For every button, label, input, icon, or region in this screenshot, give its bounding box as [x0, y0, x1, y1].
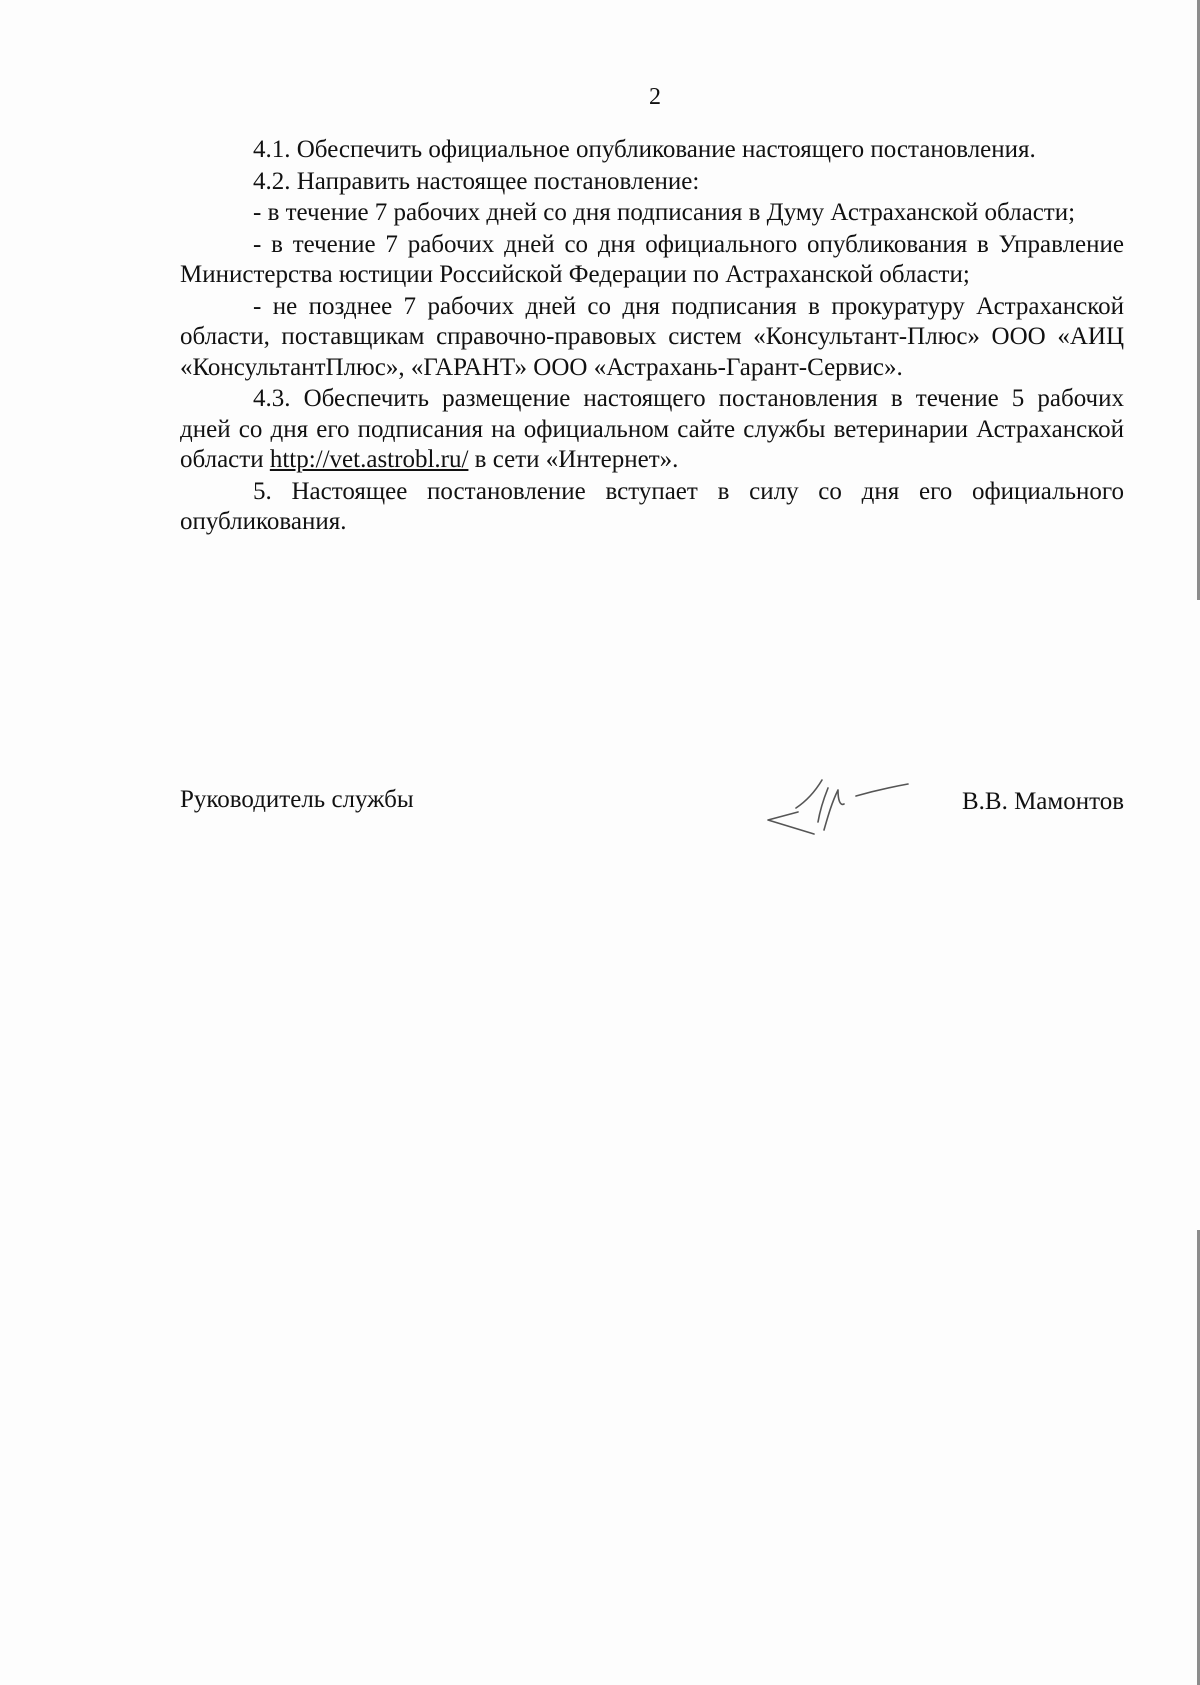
list-item-ministry-of-justice: - в течение 7 рабочих дней со дня официального опубликования в Управление Министерства юстиции Российской Федерации по Астраханской области; [180, 230, 1124, 288]
signatory-name: В.В. Мамонтов [961, 788, 1124, 815]
paragraph-4-3 [180, 384, 1124, 476]
page-number: 2 [649, 84, 661, 110]
signature-block [180, 778, 1124, 828]
paragraph-4-3-text: 4.3. Обеспечить размещение настоящего постановления в течение 5 рабочих дней со дня его подписания на официальном сайте службы ветеринарии Астраханской области [180, 385, 1124, 473]
paragraph-4-2: 4.2. Направить настоящее постановление: [253, 167, 700, 195]
paragraph-4-1: 4.1. Обеспечить официальное опубликование настоящего постановления. [253, 136, 1036, 163]
paragraph-5: 5. Настоящее постановление вступает в силу со дня его официального опубликования. [180, 477, 1124, 535]
list-item-duma: - в течение 7 рабочих дней со дня подписания в Думу Астраханской области; [253, 199, 1076, 226]
document-body [180, 135, 1124, 538]
list-item-prosecutor: - не позднее 7 рабочих дней со дня подписания в прокуратуру Астраханской области, поставщикам справочно-правовых систем «Консультант-Плюс» ООО «АИЦ «КонсультантПлюс», «ГАРАНТ» ООО «Астрахань-Гарант-Сервис». [180, 292, 1124, 381]
signatory-position: Руководитель службы [180, 786, 414, 813]
website-link[interactable]: http://vet.astrobl.ru/ [269, 446, 469, 473]
paragraph-4-3-tail: в сети «Интернет». [468, 446, 679, 473]
handwritten-signature [758, 770, 918, 840]
